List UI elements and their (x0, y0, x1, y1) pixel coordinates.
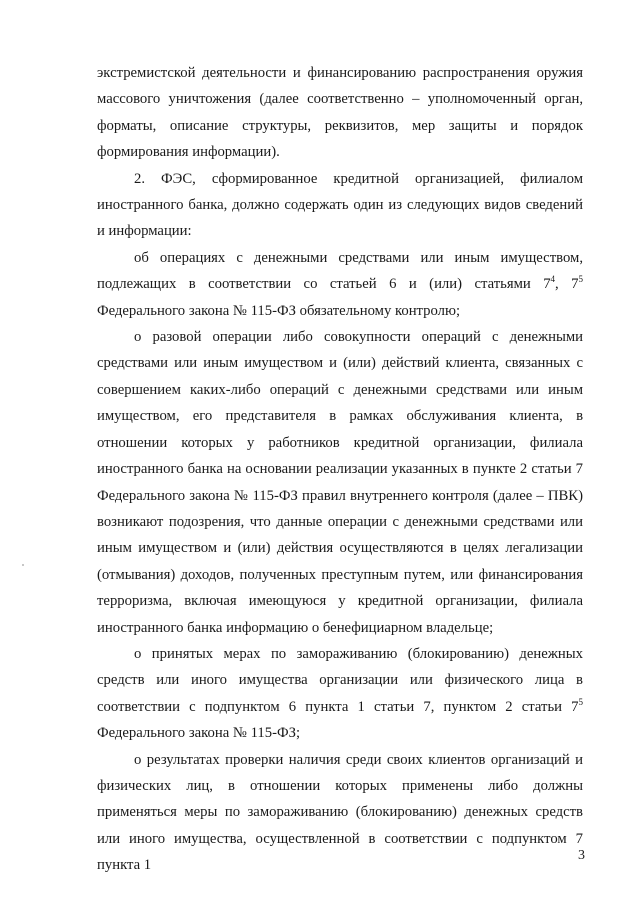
paragraph-item-2: 2. ФЭС, сформированное кредитной организацией, филиалом иностранного банка, должно содержать один из следующих видов сведений и информации: (97, 170, 583, 240)
document-body (97, 60, 583, 879)
scan-speck (22, 564, 24, 566)
paragraph-suspicious-ops: о разовой операции либо совокупности операций с денежными средствами или иным имуществом и (или) действий клиента, связанных с совершением каких-либо операций с денежными средствами или иным имуществом, его представителя в рамках обслуживания клиента, в отношении которых у работников кредитной организации, филиала иностранного банка на основании реализации указанных в пункте 2 статьи 7 Федерального закона № 115-ФЗ правил внутреннего контроля (далее – ПВК) возникают подозрения, что данные операции с денежными средствами или иным имуществом и (или) действия осуществляются в целях легализации (отмывания) доходов, полученных преступным путем, или финансирования терроризма, включая имеющуюся у кредитной организации, филиала иностранного банка информацию о бенефициарном владельце; (97, 329, 583, 636)
paragraph-text: об операциях с денежными средствами или иным имуществом, подлежащих в соответствии со статьей 6 и (или) статьями 7 (97, 249, 583, 293)
paragraph-ops-control (97, 245, 583, 324)
page-number: 3 (578, 848, 585, 863)
paragraph-check-results: о результатах проверки наличия среди своих клиентов организаций и физических лиц, в отношении которых применены либо должны применяться меры по замораживанию (блокированию) денежных средств или иного имущества, осуществленной в соответствии с подпунктом 7 пункта 1 (97, 751, 583, 874)
paragraph-intro-end: экстремистской деятельности и финансированию распространения оружия массового уничтожения (далее соответственно – уполномоченный орган, форматы, описание структуры, реквизитов, мер защиты и порядок формирования информации). (97, 65, 583, 161)
superscript: 5 (578, 274, 584, 285)
paragraph-text: Федерального закона № 115-ФЗ обязательному контролю; (97, 302, 461, 319)
paragraph-text: о принятых мерах по замораживанию (блокированию) денежных средств или иного имущества организации или физического лица в соответствии с подпунктом 6 пункта 1 статьи 7, пунктом 2 статьи 7 (97, 645, 583, 715)
paragraph-text: Федерального закона № 115-ФЗ; (97, 725, 301, 742)
superscript: 5 (578, 696, 583, 707)
superscript: 4 (550, 274, 556, 285)
paragraph-freezing-measures (97, 641, 583, 747)
paragraph-text: , 7 (555, 276, 579, 293)
